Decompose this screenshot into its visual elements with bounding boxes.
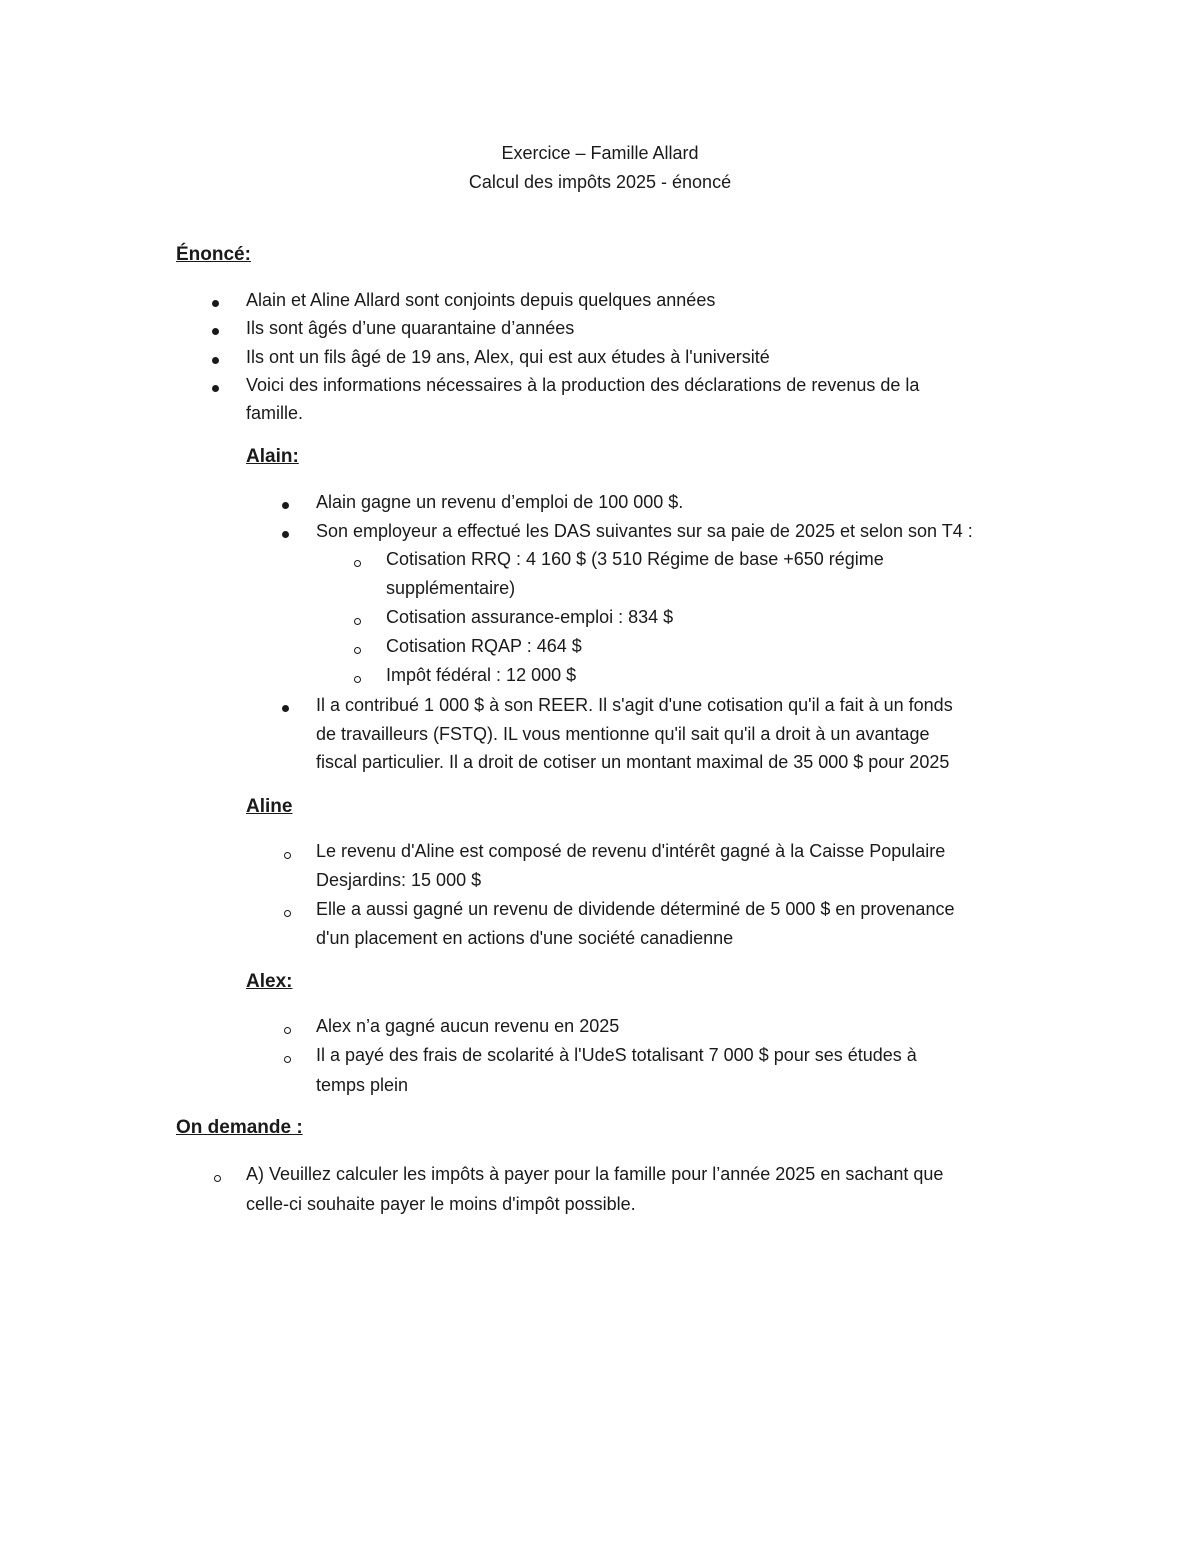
alex-item: Alex n’a gagné aucun revenu en 2025 [316,1016,620,1036]
alex-item-continued: temps plein [316,1075,409,1095]
alain-item: Alain gagne un revenu d’emploi de 100 000 $. [316,492,684,512]
enonce-item: Alain et Aline Allard sont conjoints depuis quelques années [246,290,716,310]
alain-heading: Alain: [246,446,299,467]
bullet-icon [212,315,219,344]
circle-bullet-icon [284,1043,291,1072]
enonce-item: Ils sont âgés d’une quarantaine d’années [246,318,575,338]
aline-item: Elle a aussi gagné un revenu de dividende déterminé de 5 000 $ en provenance [316,899,955,919]
enonce-heading: Énoncé: [176,244,251,265]
alain-subitem-continued: supplémentaire) [386,578,516,598]
circle-bullet-icon [214,1162,221,1191]
aline-item: Le revenu d'Aline est composé de revenu d'intérêt gagné à la Caisse Populaire [316,841,946,861]
bullet-icon [212,372,219,401]
bullet-icon [212,344,219,373]
bullet-icon [282,489,289,518]
circle-bullet-icon [354,605,361,634]
alex-item: Il a payé des frais de scolarité à l'UdeS totalisant 7 000 $ pour ses études à [316,1045,917,1065]
demande-heading: On demande : [176,1117,303,1138]
circle-bullet-icon [354,634,361,663]
alain-reer-continued: fiscal particulier. Il a droit de cotiser un montant maximal de 35 000 $ pour 2025 [316,752,950,772]
enonce-item-continued: famille. [246,403,304,423]
alain-subitem: Cotisation RRQ : 4 160 $ (3 510 Régime de base +650 régime [386,549,884,569]
circle-bullet-icon [354,547,361,576]
aline-item-continued: d'un placement en actions d'une société canadienne [316,928,734,948]
circle-bullet-icon [354,663,361,692]
bullet-icon [212,287,219,316]
bullet-icon [282,518,289,547]
enonce-item: Voici des informations nécessaires à la production des déclarations de revenus de la [246,375,920,395]
alain-subitem: Impôt fédéral : 12 000 $ [386,665,577,685]
enonce-item: Ils ont un fils âgé de 19 ans, Alex, qui est aux études à l'université [246,347,770,367]
circle-bullet-icon [284,1014,291,1043]
document-subtitle: Calcul des impôts 2025 - énoncé [468,172,732,192]
demande-item: A) Veuillez calculer les impôts à payer pour la famille pour l’année 2025 en sachant que [246,1164,944,1184]
alain-reer: Il a contribué 1 000 $ à son REER. Il s'agit d'une cotisation qu'il a fait à un fonds [316,695,953,715]
circle-bullet-icon [284,839,291,868]
alain-subitem: Cotisation assurance-emploi : 834 $ [386,607,674,627]
aline-item-continued: Desjardins: 15 000 $ [316,870,482,890]
alain-subitem: Cotisation RQAP : 464 $ [386,636,582,656]
aline-heading: Aline [246,796,293,817]
alex-heading: Alex: [246,971,293,992]
demande-item-continued: celle-ci souhaite payer le moins d'impôt possible. [246,1194,636,1214]
alain-reer-continued: de travailleurs (FSTQ). IL vous mentionne qu'il sait qu'il a droit à un avantage [316,724,930,744]
alain-item: Son employeur a effectué les DAS suivantes sur sa paie de 2025 et selon son T4 : [316,521,973,541]
circle-bullet-icon [284,897,291,926]
bullet-icon [282,692,289,721]
document-title: Exercice – Famille Allard [501,143,699,163]
